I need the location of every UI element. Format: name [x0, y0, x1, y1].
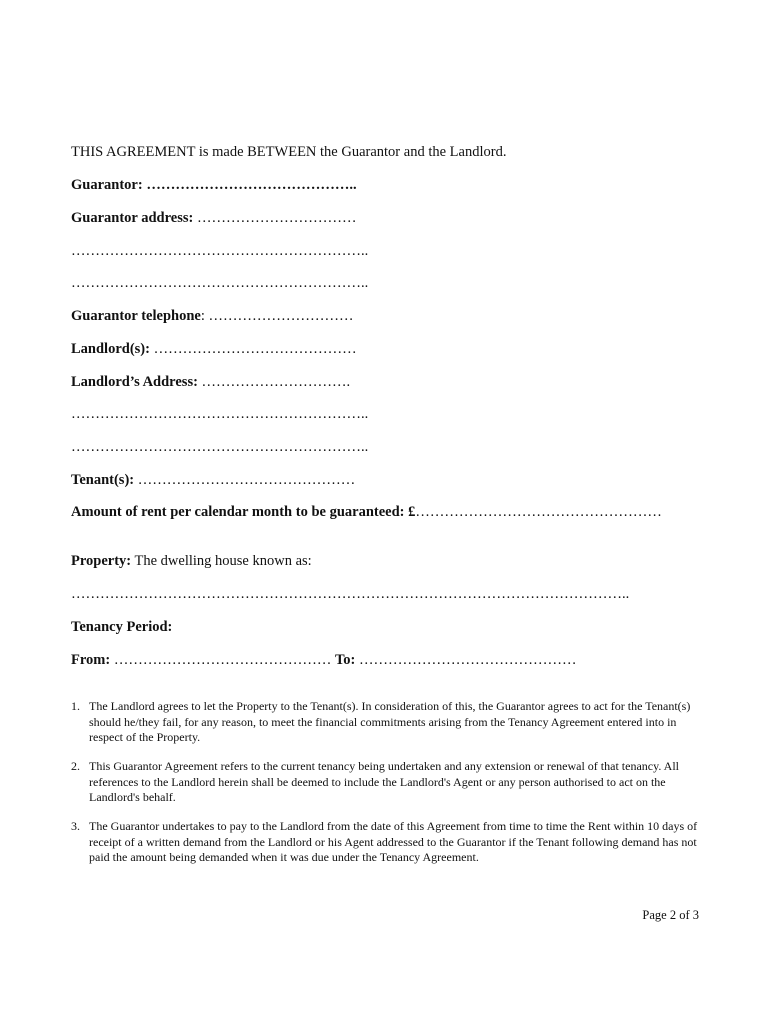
property-field — [71, 552, 312, 570]
clause-2 — [71, 759, 711, 806]
landlord-address-field — [71, 373, 350, 391]
landlord-address-line-2: …………………………………………………….. — [71, 439, 369, 455]
guarantor-address-label: Guarantor address: — [71, 210, 194, 226]
tenancy-dates-field — [71, 651, 577, 669]
from-dots: ……………………………………… — [110, 652, 335, 668]
guarantor-telephone-dots: ………………………… — [208, 308, 354, 324]
property-text: The dwelling house known as: — [131, 553, 312, 569]
tenants-field — [71, 471, 355, 489]
clause-number: 1. — [71, 699, 80, 713]
property-dots: …………………………………………………………………………………………………….. — [71, 586, 630, 602]
property-label: Property: — [71, 553, 132, 569]
guarantor-address-line-2: …………………………………………………….. — [71, 275, 369, 291]
guarantor-telephone-label: Guarantor telephone — [71, 308, 201, 324]
landlord-address-dots: …………………………. — [201, 374, 351, 390]
landlord-address-line-1: …………………………………………………….. — [71, 406, 369, 422]
clause-3 — [71, 819, 711, 866]
clause-number: 3. — [71, 819, 80, 833]
clause-text: This Guarantor Agreement refers to the current tenancy being undertaken and any extension or renewal of that tenancy. All references to the Landlord herein shall be deemed to include the Landlord's Agent or any person authorised to act on the Landlord's behalf. — [89, 759, 679, 804]
landlord-address-label: Landlord’s Address: — [71, 374, 198, 390]
landlords-label: Landlord(s): — [71, 341, 150, 357]
guarantor-telephone-field — [71, 307, 353, 325]
clause-1 — [71, 699, 711, 746]
clause-number: 2. — [71, 759, 80, 773]
rent-label: Amount of rent per calendar month to be guaranteed: £ — [71, 504, 416, 520]
guarantor-address-field — [71, 209, 356, 227]
clause-text: The Guarantor undertakes to pay to the Landlord from the date of this Agreement from time to time the Rent within 10 days of receipt of a written demand from the Landlord or his Agent addressed to the Guarantor if the Tenant following demand has not paid the amount being demanded when it was due under the Tenancy Agreement. — [89, 819, 698, 864]
guarantor-address-line-1: …………………………………………………….. — [71, 243, 369, 259]
guarantor-telephone-colon: : — [200, 308, 205, 324]
guarantor-dots: …………………………………….. — [146, 177, 357, 193]
guarantor-address-dots: …………………………… — [196, 210, 357, 226]
guarantor-label: Guarantor: — [71, 177, 143, 193]
landlords-dots: …………………………………… — [153, 341, 357, 357]
guarantor-field — [71, 176, 357, 194]
page-number: Page 2 of 3 — [642, 908, 699, 922]
rent-dots: …………………………………………… — [415, 504, 662, 520]
landlords-field — [71, 340, 357, 358]
intro-text: THIS AGREEMENT is made BETWEEN the Guarantor and the Landlord. — [71, 144, 507, 160]
to-label: To: — [334, 652, 356, 668]
tenancy-period-label: Tenancy Period: — [71, 619, 173, 635]
tenants-dots: ……………………………………… — [137, 472, 356, 488]
rent-field — [71, 503, 662, 521]
clause-text: The Landlord agrees to let the Property to the Tenant(s). In consideration of this, the Guarantor agrees to act for the Tenant(s) should he/they fail, for any reason, to meet the financial commitments arising from the Tenancy Agreement entered into in respect of the Property. — [89, 699, 691, 744]
tenants-label: Tenant(s): — [71, 472, 135, 488]
from-label: From: — [71, 652, 111, 668]
to-dots: ……………………………………… — [355, 652, 577, 668]
